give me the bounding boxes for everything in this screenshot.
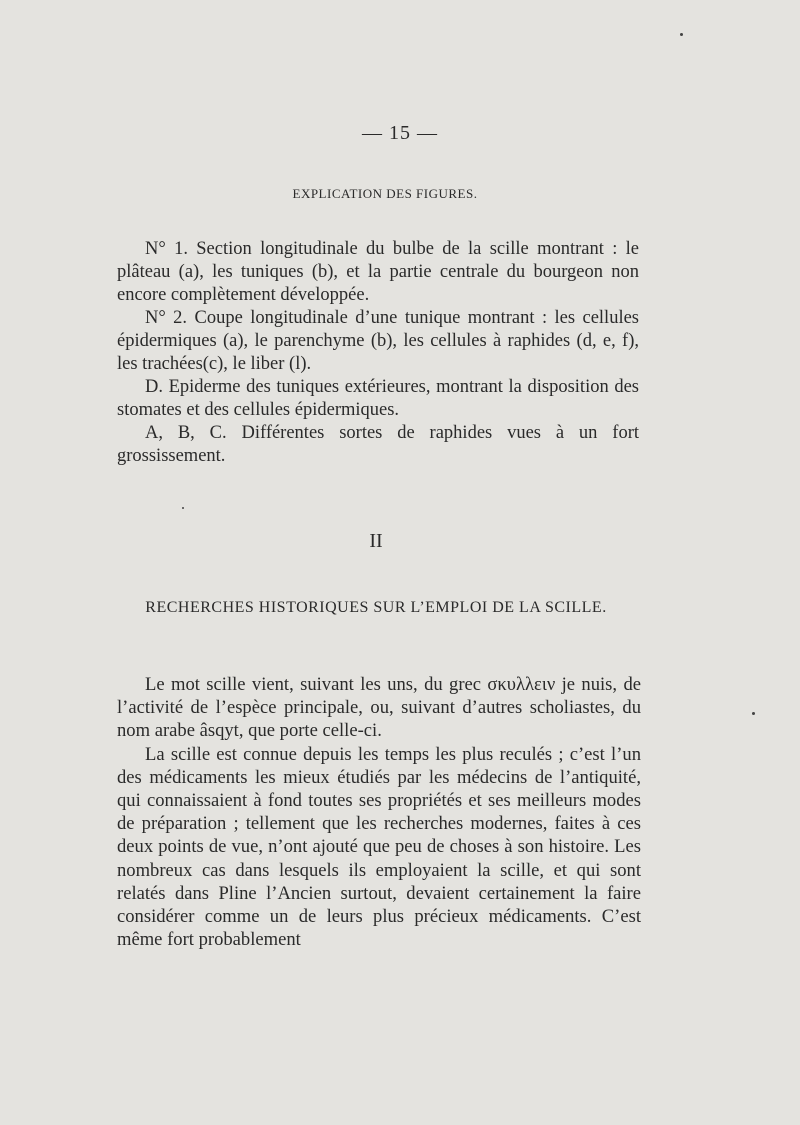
explanation-paragraph: N° 1. Section longitudinale du bulbe de la scille montrant : le plâteau (a), les tuniques (b), et la partie centrale du bourgeon non encore complètement développée. — [117, 239, 639, 305]
explication-title: EXPLICATION DES FIGURES. — [292, 186, 478, 201]
section-numeral: II — [369, 530, 383, 552]
figure-explanations — [117, 238, 639, 468]
paper-speck — [680, 33, 683, 36]
page-number: — 15 — — [362, 122, 438, 144]
explanation-paragraph: D. Epiderme des tuniques extérieures, montrant la disposition des stomates et des cellules épidermiques. — [117, 377, 639, 420]
explanation-paragraph: A, B, C. Différentes sortes de raphides vues à un fort grossissement. — [117, 423, 639, 466]
body-paragraph: La scille est connue depuis les temps les plus reculés ; c’est l’un des médicaments les mieux étudiés par les médecins de l’antiquité, qui connaissaient à fond toutes ses propriétés et ses meilleurs modes de préparation ; tellement que les recherches modernes, faites à ces deux points de vue, n’ont ajouté que peu de choses à son histoire. Les nombreux cas dans lesquels ils employaient la scille, et qui sont relatés dans Pline l’Ancien surtout, devaient certainement la faire considérer comme un de leurs plus précieux médicaments. C’est même fort probablement — [117, 743, 641, 951]
paper-speck — [182, 507, 184, 509]
section-title: RECHERCHES HISTORIQUES SUR L’EMPLOI DE LA SCILLE. — [145, 599, 607, 616]
body-text — [117, 673, 641, 951]
paper-speck — [752, 712, 755, 715]
body-paragraph: Le mot scille vient, suivant les uns, du grec σκυλλειν je nuis, de l’activité de l’espèce principale, ou, suivant d’autres scholiastes, du nom arabe âsqyt, que porte celle-ci. — [117, 674, 641, 742]
explanation-paragraph: N° 2. Coupe longitudinale d’une tunique montrant : les cellules épidermiques (a), le parenchyme (b), les cellules à raphides (d, e, f), les trachées(c), le liber (l). — [117, 308, 639, 374]
